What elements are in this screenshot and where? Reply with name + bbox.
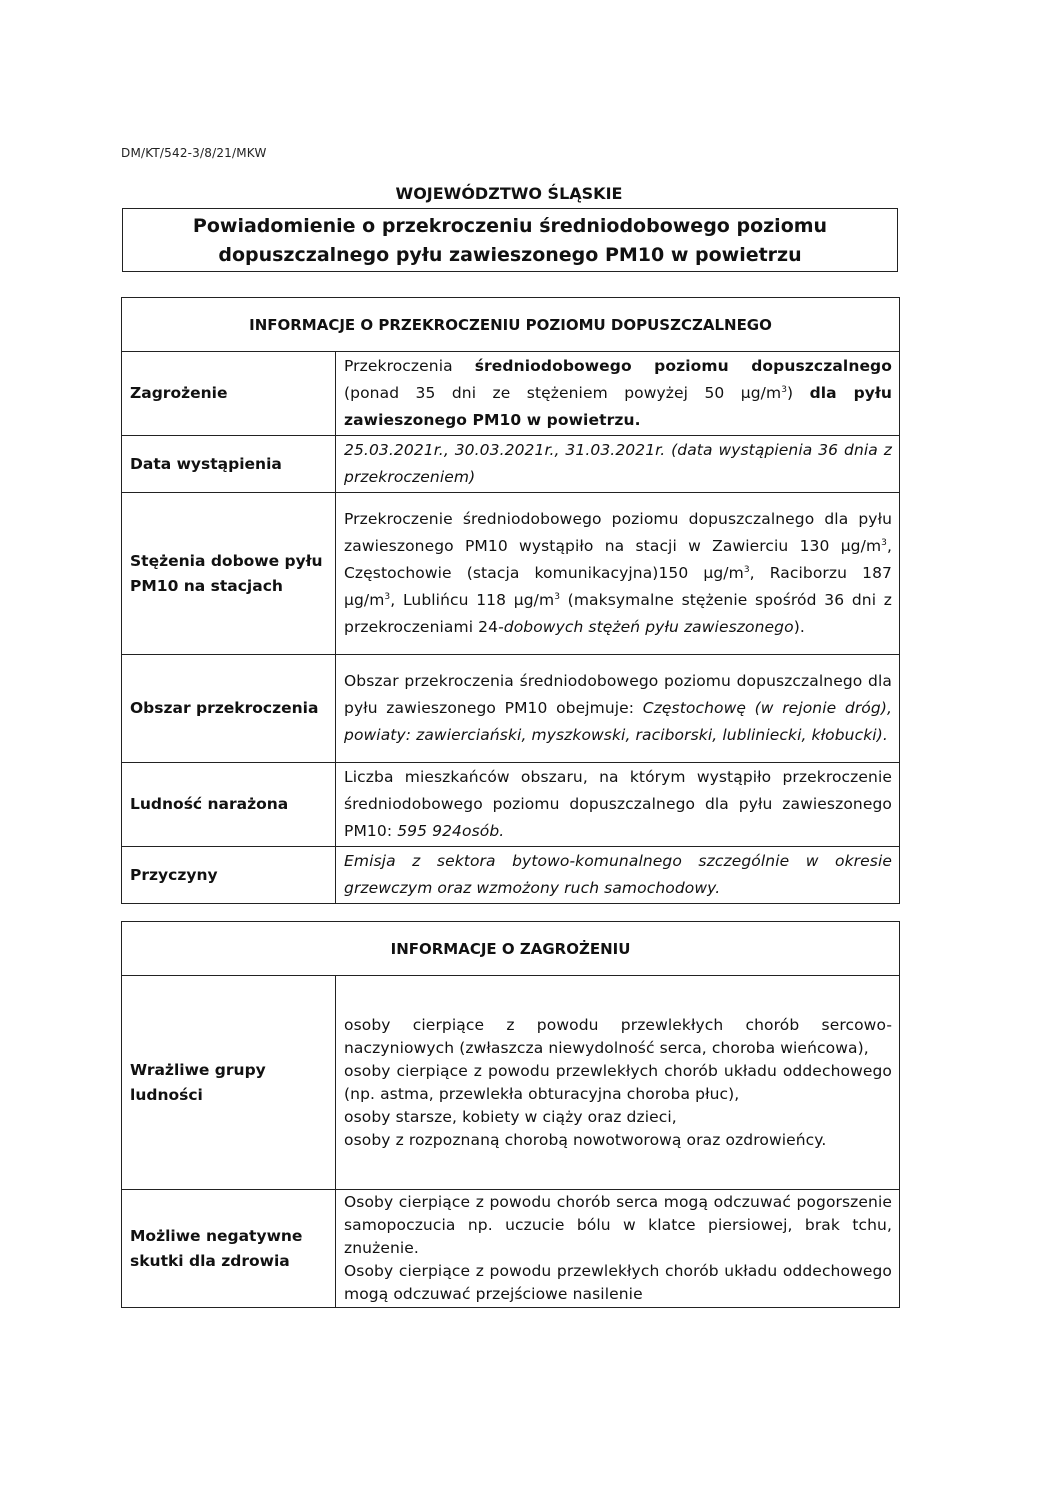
row-value	[336, 976, 900, 1190]
document-title	[122, 208, 898, 272]
table-row-occurrence-date	[122, 436, 900, 493]
table-row-sensitive-groups	[122, 976, 900, 1190]
title-line-1: Powiadomienie o przekroczeniu średniodobowego poziomu	[192, 215, 828, 237]
list-item: osoby z rozpoznaną chorobą nowotworową oraz ozdrowieńcy.	[344, 1130, 827, 1149]
list-item: Osoby cierpiące z powodu przewlekłych chorób układu oddechowego mogą odczuwać przejściowe nasilenie	[344, 1262, 893, 1303]
list-item: osoby cierpiące z powodu przewlekłych chorób układu oddechowego (np. astma, przewlekła obturacyjna choroba płuc),	[344, 1061, 893, 1103]
threat-info-table	[121, 921, 900, 1308]
table-row-health-effects	[122, 1190, 900, 1308]
row-label: Ludność narażona	[122, 763, 336, 847]
table-row-threat	[122, 352, 900, 436]
row-label: Wrażliwe grupy ludności	[122, 976, 336, 1190]
title-line-2: dopuszczalnego pyłu zawieszonego PM10 w powietrzu	[218, 244, 802, 266]
row-value: Liczba mieszkańców obszaru, na którym wystąpiło przekroczenie średniodobowego poziomu dopuszczalnego dla pyłu zawieszonego PM10: 595 924osób.	[336, 763, 900, 847]
row-value: Obszar przekroczenia średniodobowego poziomu dopuszczalnego dla pyłu zawieszonego PM10 obejmuje: Częstochowę (w rejonie dróg), powiaty: zawierciański, myszkowski, raciborski, lubliniecki, kłobucki).	[336, 655, 900, 763]
list-item: osoby starsze, kobiety w ciąży oraz dzieci,	[344, 1107, 677, 1126]
list-item: Osoby cierpiące z powodu chorób serca mogą odczuwać pogorszenie samopoczucia np. uczucie bólu w klatce piersiowej, brak tchu, znużenie.	[344, 1193, 893, 1257]
table-header: INFORMACJE O ZAGROŻENIU	[122, 922, 900, 976]
table-header: INFORMACJE O PRZEKROCZENIU POZIOMU DOPUSZCZALNEGO	[122, 298, 900, 352]
list-item: osoby cierpiące z powodu przewlekłych chorób sercowo-naczyniowych (zwłaszcza niewydolność serca, choroba wieńcowa),	[344, 1015, 893, 1057]
table-row-daily-concentrations	[122, 493, 900, 655]
exceedance-info-table	[121, 297, 900, 904]
row-label: Stężenia dobowe pyłu PM10 na stacjach	[122, 493, 336, 655]
table-row-exposed-population	[122, 763, 900, 847]
row-value: Emisja z sektora bytowo-komunalnego szczególnie w okresie grzewczym oraz wzmożony ruch samochodowy.	[336, 847, 900, 904]
table-row-exceedance-area	[122, 655, 900, 763]
region-heading: WOJEWÓDZTWO ŚLĄSKIE	[395, 184, 623, 203]
row-value: Przekroczenie średniodobowego poziomu dopuszczalnego dla pyłu zawieszonego PM10 wystąpiło na stacji w Zawierciu 130 $\mu g/m^3$, Częstochowie (stacja komunikacyjna)150 $\mu g/m^3$, Raciborzu 187 $\mu g/m^3$, Lublińcu 118 $\mu g/m^3$ (maksymalne stężenie spośród 36 dni z przekroczeniami 24-dobowych stężeń pyłu zawieszonego).	[336, 493, 900, 655]
row-label: Możliwe negatywne skutki dla zdrowia	[122, 1190, 336, 1308]
row-value	[336, 1190, 900, 1308]
row-label: Przyczyny	[122, 847, 336, 904]
row-label: Obszar przekroczenia	[122, 655, 336, 763]
row-value: Przekroczenia średniodobowego poziomu dopuszczalnego (ponad 35 dni ze stężeniem powyżej 50 $\mu g/m^3$) dla pyłu zawieszonego PM10 w powietrzu.	[336, 352, 900, 436]
table-row-causes	[122, 847, 900, 904]
row-label: Data wystąpienia	[122, 436, 336, 493]
row-label: Zagrożenie	[122, 352, 336, 436]
row-value: 25.03.2021r., 30.03.2021r., 31.03.2021r. (data wystąpienia 36 dnia z przekroczeniem)	[336, 436, 900, 493]
document-reference-number: DM/KT/542-3/8/21/MKW	[121, 146, 267, 160]
